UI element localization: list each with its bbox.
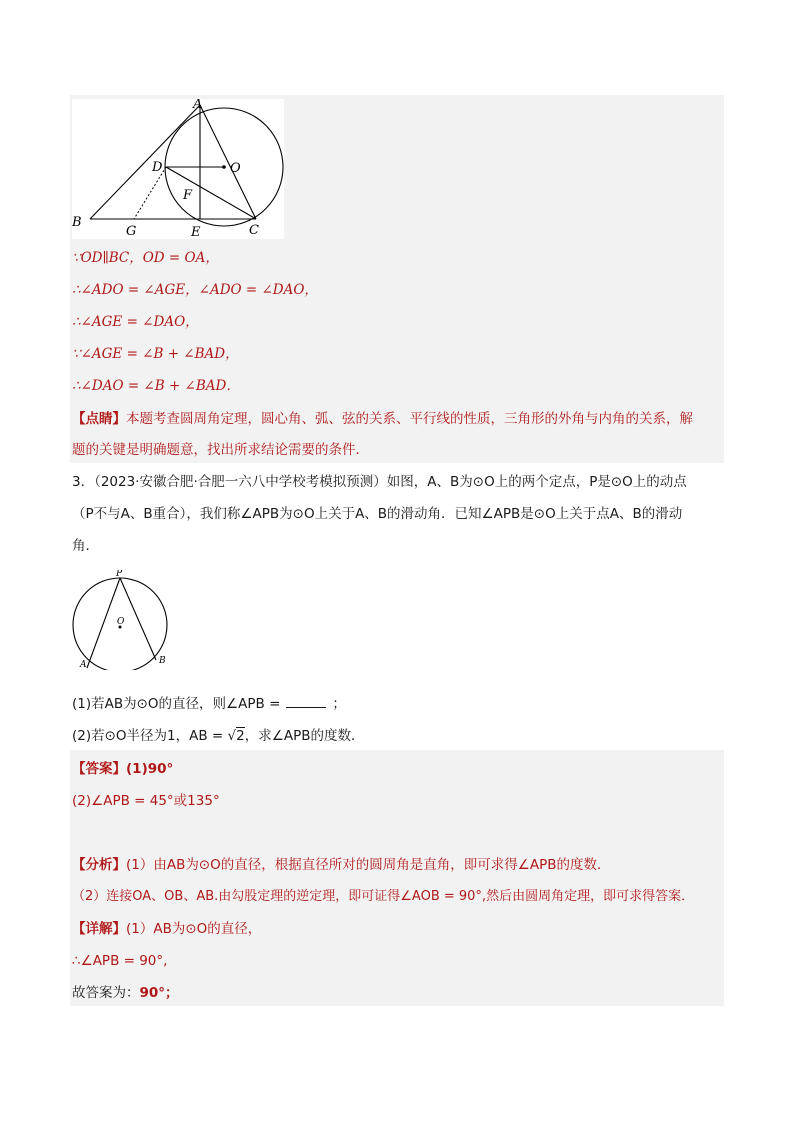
question-1 <box>72 695 346 713</box>
fig1-label-B: B <box>72 215 82 230</box>
geometry-figure-1 <box>72 99 284 239</box>
fig1-label-A: A <box>193 99 203 112</box>
fig1-label-E: E <box>191 225 201 239</box>
detail-tag: 【详解】 <box>72 921 126 937</box>
solution-line-3: ∴∠AGE = ∠DAO， <box>72 314 199 330</box>
answer-tag: 【答案】 <box>72 761 126 777</box>
analysis-text-1: (1）由AB为⊙O的直径，根据直径所对的圆周角是直角，即可求得∠APB的度数． <box>126 857 611 873</box>
problem3-line-3: 角． <box>72 538 99 554</box>
answer-band <box>70 750 724 1006</box>
answer-line-1 <box>72 760 173 778</box>
analysis-line-1 <box>72 856 611 874</box>
fig2-label-O: O <box>117 617 125 627</box>
analysis-tag: 【分析】 <box>72 857 126 873</box>
question-1-end: ； <box>332 696 346 712</box>
solution-line-5: ∴∠DAO = ∠B + ∠BAD． <box>72 378 240 394</box>
fig2-label-A: A <box>80 660 87 670</box>
analysis-line-2: （2）连接OA、OB、AB.由勾股定理的逆定理，即可证得∠AOB = 90°,然后由圆周角定理，即可求得答案． <box>72 889 695 904</box>
fig2-label-B: B <box>159 656 166 666</box>
fig1-label-F: F <box>183 188 193 203</box>
answer-line-2: (2)∠APB = 45°或135° <box>72 793 220 809</box>
sqrt-expression: √2 <box>227 728 245 744</box>
dianjing-line-2: 题的关键是明确题意，找出所求结论需要的条件． <box>72 442 369 458</box>
geometry-figure-2 <box>70 570 170 670</box>
fig1-label-O: O <box>230 161 241 176</box>
detail-value: 90°； <box>139 985 179 1001</box>
problem3-line-1: 3．（2023·安徽合肥·合肥一六八中学校考模拟预测）如图，A、B为⊙O上的两个定点，P是⊙O上的动点 <box>72 474 687 490</box>
answer-blank[interactable] <box>286 695 326 708</box>
dianjing-line-1 <box>72 410 693 428</box>
question-2 <box>72 727 365 745</box>
fig1-label-C: C <box>249 223 259 238</box>
answer-part-1: (1)90° <box>126 761 174 777</box>
problem3-line-2: （P不与A、B重合），我们称∠APB为⊙O上关于A、B的滑动角．已知∠APB是⊙O上关于点A、B的滑动 <box>72 506 683 522</box>
question-2-suffix: ，求∠APB的度数． <box>244 728 365 744</box>
solution-line-1: ∵OD∥BC，OD = OA， <box>72 250 219 266</box>
detail-text-1: (1）AB为⊙O的直径， <box>126 921 262 937</box>
detail-prefix: 故答案为： <box>72 985 140 1001</box>
dianjing-text-1: 本题考查圆周角定理，圆心角、弧、弦的关系、平行线的性质，三角形的外角与内角的关系，解 <box>126 411 693 427</box>
dianjing-tag: 【点睛】 <box>72 411 126 427</box>
detail-line-2: ∴∠APB = 90°, <box>72 953 168 969</box>
fig1-label-G: G <box>126 224 137 239</box>
fig1-label-D: D <box>152 160 163 175</box>
detail-line-1 <box>72 920 261 938</box>
detail-line-3 <box>72 984 179 1002</box>
solution-line-4: ∵∠AGE = ∠B + ∠BAD， <box>72 346 239 362</box>
question-1-text: (1)若AB为⊙O的直径，则∠APB = <box>72 696 281 712</box>
fig2-label-P: P <box>116 570 123 579</box>
question-2-prefix: (2)若⊙O半径为1，AB = <box>72 728 224 744</box>
sqrt-radicand: 2 <box>236 728 245 744</box>
solution-line-2: ∴∠ADO = ∠AGE，∠ADO = ∠DAO， <box>72 282 318 298</box>
